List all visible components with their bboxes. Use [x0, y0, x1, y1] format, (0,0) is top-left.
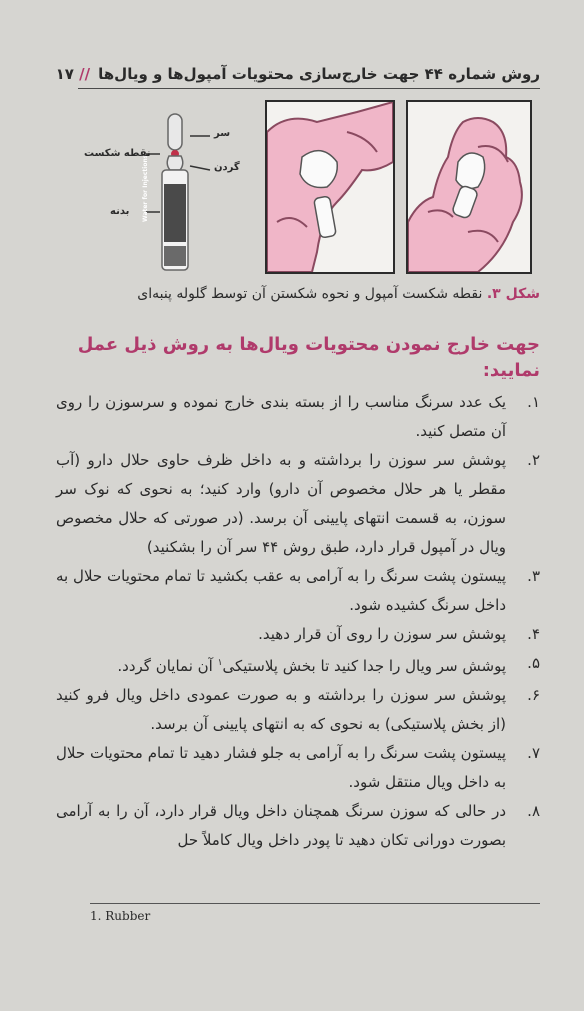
- header-title: روش شماره ۴۴ جهت خارج‌سازی محتویات آمپول‌ها و ویال‌ها: [98, 65, 540, 83]
- step-7: [56, 739, 540, 797]
- step-number: ۱.: [527, 393, 540, 411]
- footnote-divider: [90, 903, 540, 904]
- step-text: پوشش سر سوزن را برداشته و به صورت عمودی داخل ویال فرو کنید (از بخش پلاستیکی) به نحوی که به انتهای پایینی آن برسد.: [56, 686, 506, 733]
- page-number: ۱۷: [55, 65, 74, 83]
- step-text: پوشش سر سوزن را برداشته و به داخل ظرف حاوی حلال دارو (آب مقطر یا هر حلال مخصوص آن دارو) وارد کنید؛ به نحوی که نوک سر سوزن، به قسمت انتهای پایینی آن برسد. (در صورتی که حلال مخصوص ویال در آمپول قرار دارد، طبق روش ۴۴ سر آن را بشکنید): [56, 451, 506, 556]
- step-number: ۳.: [527, 567, 540, 585]
- step-5: [56, 649, 540, 681]
- label-neck: گردن: [214, 162, 240, 173]
- page-number-group: [56, 65, 99, 83]
- step-text-after: آن نمایان گردد.: [117, 657, 218, 675]
- figure-hand-breaking-ampoule-2: [265, 100, 395, 274]
- label-body: بدنه: [110, 206, 130, 217]
- label-tip: سر: [214, 128, 231, 139]
- step-number: ۸.: [527, 802, 540, 820]
- step-number: ۶.: [527, 686, 540, 704]
- footnote: 1. Rubber: [90, 909, 151, 923]
- footnote-ref: ۱: [217, 658, 223, 668]
- step-text: یک عدد سرنگ مناسب را از بسته بندی خارج نموده و سرسوزن را روی آن متصل کنید.: [56, 393, 506, 440]
- figure-caption: [90, 282, 540, 306]
- step-3: [56, 562, 540, 620]
- running-header: [55, 60, 540, 89]
- step-2: [56, 446, 540, 562]
- hand-illustration-2: [267, 102, 393, 272]
- step-8: [56, 797, 540, 855]
- ampoule-diagram: [84, 112, 250, 282]
- step-6: [56, 681, 540, 739]
- caption-label: شکل ۳.: [486, 286, 540, 302]
- ampoule-text: Water for Injections: [142, 154, 149, 222]
- header-separator: //: [79, 65, 91, 83]
- step-number: ۲.: [527, 451, 540, 469]
- step-number: ۵.: [527, 654, 540, 672]
- label-break-point: نقطه شکست: [84, 148, 151, 159]
- step-text: پوشش سر ویال را جدا کنید تا بخش پلاستیکی: [222, 657, 506, 675]
- step-text: پوشش سر سوزن را روی آن قرار دهید.: [258, 625, 506, 643]
- step-4: [56, 620, 540, 649]
- step-number: ۴.: [527, 625, 540, 643]
- step-number: ۷.: [527, 744, 540, 762]
- step-1: [56, 388, 540, 446]
- step-text: پیستون پشت سرنگ را به آرامی به جلو فشار دهید تا تمام محتویات حلال به داخل ویال منتقل شود.: [56, 744, 506, 791]
- step-text: پیستون پشت سرنگ را به آرامی به عقب بکشید تا تمام محتویات حلال به داخل سرنگ کشیده شود.: [56, 567, 506, 614]
- figure-hand-breaking-ampoule-1: [406, 100, 532, 274]
- caption-text: نقطه شکست آمپول و نحوه شکستن آن توسط گلوله پنبه‌ای: [137, 286, 483, 302]
- section-heading: جهت خارج نمودن محتویات ویال‌ها به روش ذیل عمل نمایید:: [77, 334, 540, 381]
- steps-list: [56, 388, 540, 855]
- step-text: در حالی که سوزن سرنگ همچنان داخل ویال قرار دارد، آن را به آرامی بصورت دورانی تکان دهید تا پودر داخل ویال کاملاً حل: [56, 802, 506, 849]
- hand-illustration-1: [408, 102, 530, 272]
